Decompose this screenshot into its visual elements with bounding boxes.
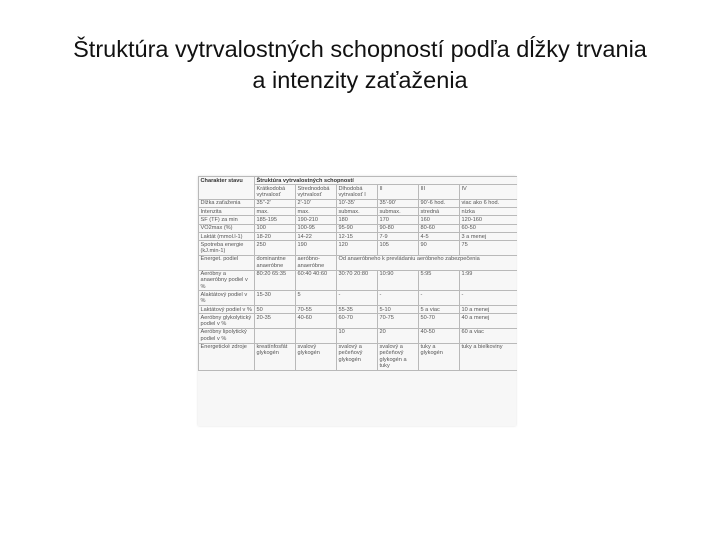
table-cell: 40 a menej (460, 314, 517, 329)
table-row (199, 343, 517, 370)
table-cell: 5:95 (419, 270, 460, 291)
row-label: Energetické zdroje (199, 343, 255, 370)
table-row (199, 306, 517, 314)
table-cell: 20 (378, 328, 419, 343)
table-cell: svalový a pečeňový glykogén a tuky (378, 343, 419, 370)
header-cell: Charakter stavu (199, 177, 255, 200)
endurance-structure-table (198, 176, 517, 371)
table-cell: aeróbno-anaeróbne (296, 255, 337, 270)
table-cell: kreatínfosfát glykogén (255, 343, 296, 370)
table-cell: 90-80 (378, 224, 419, 232)
table-cell: 60 a viac (460, 328, 517, 343)
subheader-cell: II (378, 185, 419, 200)
table-cell: tuky a bielkoviny (460, 343, 517, 370)
table-cell: 185-195 (255, 216, 296, 224)
table-cell: viac ako 6 hod. (460, 199, 517, 207)
table-cell: 18-20 (255, 233, 296, 241)
row-label: Spotreba energie (kJ.min-1) (199, 241, 255, 256)
table-cell: 70-55 (296, 306, 337, 314)
table-cell: 10 (337, 328, 378, 343)
table-cell: submax. (378, 208, 419, 216)
row-label: Energet. podiel (199, 255, 255, 270)
table-row (199, 314, 517, 329)
row-label: VO2max (%) (199, 224, 255, 232)
row-label: Aeróbny glykolytický podiel v % (199, 314, 255, 329)
table-cell: - (419, 291, 460, 306)
table-header-row (199, 177, 517, 185)
table-cell: 90 (419, 241, 460, 256)
table-cell: 7-9 (378, 233, 419, 241)
slide-title (20, 34, 700, 96)
table-cell: 190 (296, 241, 337, 256)
table-cell: 250 (255, 241, 296, 256)
row-label: Aeróbny a anaeróbny podiel v % (199, 270, 255, 291)
subheader-cell: Strednodobá vytrvalosť (296, 185, 337, 200)
table-cell: 100-95 (296, 224, 337, 232)
table-cell: 5 (296, 291, 337, 306)
slide-title-line-2: a intenzity zaťaženia (252, 67, 468, 93)
subheader-cell: IV (460, 185, 517, 200)
row-label: SF (TF) za min (199, 216, 255, 224)
table-cell: - (378, 291, 419, 306)
row-label: Dĺžka zaťaženia (199, 199, 255, 207)
table-row (199, 270, 517, 291)
table-cell: 60:40 40:60 (296, 270, 337, 291)
table-cell: svalový glykogén (296, 343, 337, 370)
table-cell: max. (296, 208, 337, 216)
table-cell: 10 a menej (460, 306, 517, 314)
table-cell: tuky a glykogén (419, 343, 460, 370)
table-cell: 50-70 (419, 314, 460, 329)
table-row (199, 255, 517, 270)
table-cell: Od anaeróbneho k prevládaniu aeróbneho zabezpečenia (337, 255, 517, 270)
table-cell: 40-60 (296, 314, 337, 329)
table-cell: stredná (419, 208, 460, 216)
table-cell: 15-30 (255, 291, 296, 306)
table-row (199, 241, 517, 256)
table-cell: 20-35 (255, 314, 296, 329)
table-cell: svalový a pečeňový glykogén (337, 343, 378, 370)
table-cell: 180 (337, 216, 378, 224)
table-cell: 14-22 (296, 233, 337, 241)
row-label: Aeróbny lipolytický podiel v % (199, 328, 255, 343)
table-cell: 12-15 (337, 233, 378, 241)
table-cell: 40-50 (419, 328, 460, 343)
table-cell: 120 (337, 241, 378, 256)
table-image (198, 176, 516, 426)
table-cell: 60-50 (460, 224, 517, 232)
table-cell: 10'-35' (337, 199, 378, 207)
row-label: Intenzita (199, 208, 255, 216)
table-cell: 5 a viac (419, 306, 460, 314)
table-row (199, 216, 517, 224)
table-row (199, 291, 517, 306)
table-cell: max. (255, 208, 296, 216)
table-row (199, 199, 517, 207)
table-row (199, 233, 517, 241)
table-cell: 80-60 (419, 224, 460, 232)
table-cell (255, 328, 296, 343)
table-cell: 190-210 (296, 216, 337, 224)
table-cell: 95-90 (337, 224, 378, 232)
table-cell: 3 a menej (460, 233, 517, 241)
table-cell: - (460, 291, 517, 306)
table-cell: 75 (460, 241, 517, 256)
table-cell: 50 (255, 306, 296, 314)
slide-title-line-1: Štruktúra vytrvalostných schopností podľa dĺžky trvania (73, 36, 647, 62)
table-cell: - (337, 291, 378, 306)
table-cell: 160 (419, 216, 460, 224)
table-cell: 60-70 (337, 314, 378, 329)
table-row (199, 328, 517, 343)
table-cell: dominantne anaeróbne (255, 255, 296, 270)
table-cell: 5-10 (378, 306, 419, 314)
table-row (199, 208, 517, 216)
subheader-cell: Krátkodobá vytrvalosť (255, 185, 296, 200)
row-label: Alaktátový podiel v % (199, 291, 255, 306)
table-cell: 35"-2' (255, 199, 296, 207)
table-cell: 1:99 (460, 270, 517, 291)
row-label: Laktátový podiel v % (199, 306, 255, 314)
table-cell (296, 328, 337, 343)
table-cell: 80:20 65:35 (255, 270, 296, 291)
table-cell: 170 (378, 216, 419, 224)
table-cell: 100 (255, 224, 296, 232)
table-cell: 90'-6 hod. (419, 199, 460, 207)
table-cell: 2'-10' (296, 199, 337, 207)
table-cell: 30:70 20:80 (337, 270, 378, 291)
table-cell: nízka (460, 208, 517, 216)
table-cell: submax. (337, 208, 378, 216)
row-label: Laktát (mmol.l-1) (199, 233, 255, 241)
group-header: Štruktúra vytrvalostných schopností (255, 177, 517, 185)
table-cell: 55-35 (337, 306, 378, 314)
table-cell: 105 (378, 241, 419, 256)
table-cell: 4-5 (419, 233, 460, 241)
table-cell: 120-160 (460, 216, 517, 224)
table-row (199, 224, 517, 232)
table-cell: 70-75 (378, 314, 419, 329)
subheader-cell: III (419, 185, 460, 200)
table-cell: 10:90 (378, 270, 419, 291)
table-cell: 35'-90' (378, 199, 419, 207)
subheader-cell: Dlhodobá vytrvalosť I (337, 185, 378, 200)
